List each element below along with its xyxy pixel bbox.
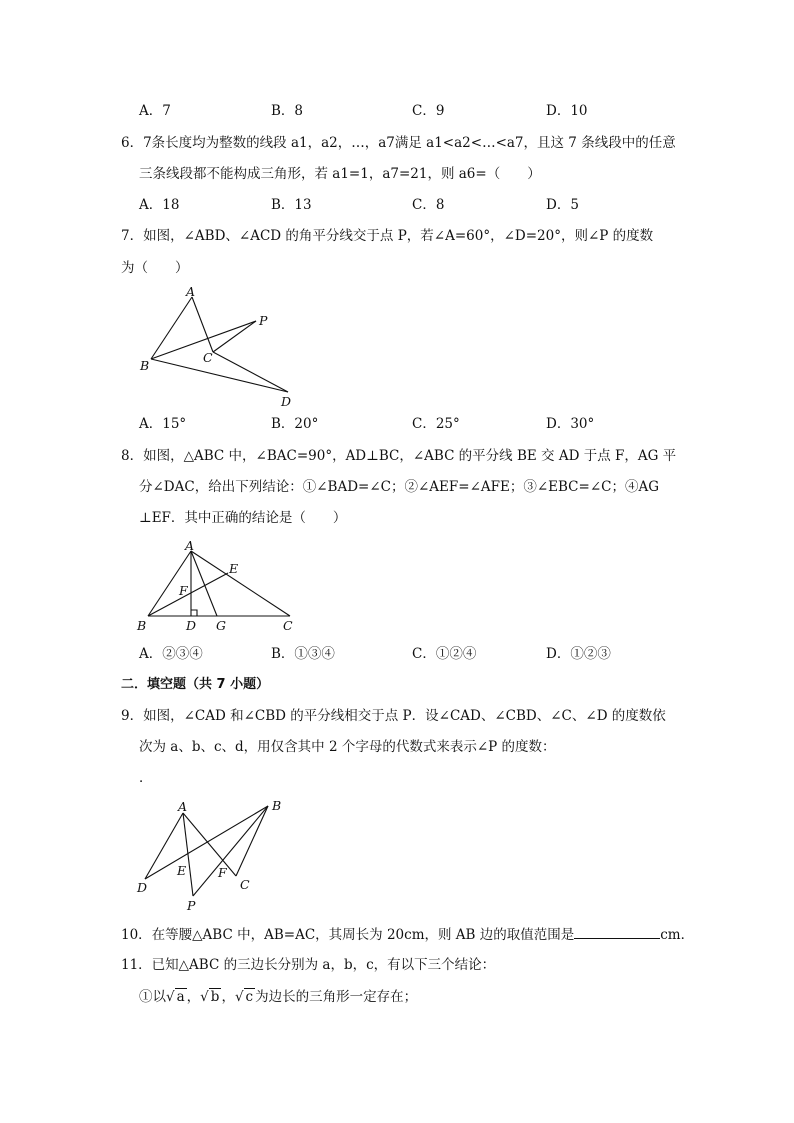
q5-option-a: A．7 bbox=[139, 103, 171, 119]
q7-label-d: D bbox=[281, 394, 292, 409]
q8-label-c: C bbox=[283, 618, 293, 633]
q9-seg-ac bbox=[183, 813, 236, 876]
q11-item1 bbox=[139, 987, 417, 1007]
q8-label-b: B bbox=[137, 618, 147, 633]
q7-option-a: A．15° bbox=[139, 416, 187, 432]
q9-label-c: C bbox=[240, 877, 250, 892]
q7-label-p: P bbox=[259, 313, 268, 328]
q9-label-f: F bbox=[218, 865, 227, 880]
q9-label-d: D bbox=[137, 880, 148, 895]
q7-seg-bd bbox=[151, 359, 288, 392]
q8-label-a: A bbox=[185, 538, 195, 553]
q9-line2: 次为 a、b、c、d，用仅含其中 2 个字母的代数式来表示∠P 的度数： bbox=[139, 739, 556, 755]
q8-seg-be bbox=[148, 573, 228, 616]
q9-label-a: A bbox=[178, 799, 188, 814]
sqrt-symbol-icon: √ bbox=[200, 989, 209, 1005]
q11-sep-2: ， bbox=[221, 989, 235, 1005]
q6-option-b: B．13 bbox=[271, 197, 312, 213]
q11-sep-1: ， bbox=[186, 989, 201, 1005]
q7-option-b: B．20° bbox=[271, 416, 319, 432]
q7-seg-cp bbox=[213, 321, 256, 352]
q8-seg-ac bbox=[191, 551, 290, 616]
q8-option-a: A．②③④ bbox=[139, 646, 203, 662]
q10-answer-blank[interactable] bbox=[574, 924, 660, 939]
q10-line bbox=[121, 924, 694, 945]
q5-option-c: C．9 bbox=[412, 103, 445, 119]
q10-unit: cm． bbox=[660, 927, 695, 943]
q8-seg-ag bbox=[191, 551, 217, 616]
q7-label-b: B bbox=[140, 358, 150, 373]
q5-option-b: B．8 bbox=[271, 103, 304, 119]
q9-seg-pb bbox=[193, 806, 268, 896]
q8-label-g: G bbox=[216, 618, 226, 633]
q11-sqrt-a: a bbox=[176, 989, 185, 1005]
q7-option-c: C．25° bbox=[412, 416, 460, 432]
q7-seg-ab bbox=[151, 297, 192, 359]
q9-label-e: E bbox=[177, 863, 187, 878]
q9-line1: 9．如图，∠CAD 和∠CBD 的平分线相交于点 P．设∠CAD、∠CBD、∠C、∠D 的度数依 bbox=[121, 708, 666, 724]
q9-seg-cb bbox=[236, 806, 268, 876]
q9-label-p: P bbox=[187, 898, 196, 913]
q6-line1: 6．7条长度均为整数的线段 a1，a2，…，a7满足 a1<a2<…<a7，且这 7 条线段中的任意 bbox=[121, 135, 676, 151]
q7-line2: 为（ ） bbox=[121, 260, 189, 276]
q8-line1: 8．如图，△ABC 中，∠BAC=90°，AD⊥BC，∠ABC 的平分线 BE 交 AD 于点 F，AG 平 bbox=[121, 448, 677, 464]
q8-seg-ab bbox=[148, 551, 191, 616]
q9-line3: ． bbox=[139, 770, 153, 786]
q6-option-d: D．5 bbox=[546, 197, 579, 213]
q7-label-c: C bbox=[203, 350, 213, 365]
q8-option-b: B．①③④ bbox=[271, 646, 335, 662]
section-title-fill-in: 二．填空题（共 7 小题） bbox=[121, 677, 270, 692]
q7-option-d: D．30° bbox=[546, 416, 595, 432]
q8-right-angle-mark bbox=[191, 610, 197, 616]
q6-option-a: A．18 bbox=[139, 197, 180, 213]
q11-sqrt-c: c bbox=[245, 989, 254, 1005]
q9-seg-db bbox=[145, 806, 268, 879]
q7-label-a: A bbox=[186, 284, 196, 299]
q5-option-d: D．10 bbox=[546, 103, 588, 119]
q9-seg-ad bbox=[145, 813, 183, 879]
q7-seg-ac bbox=[192, 297, 213, 352]
q8-option-d: D．①②③ bbox=[546, 646, 611, 662]
q7-seg-cd bbox=[213, 352, 288, 392]
q6-line2: 三条线段都不能构成三角形，若 a1=1，a7=21，则 a6=（ ） bbox=[139, 166, 541, 182]
sqrt-symbol-icon: √ bbox=[234, 989, 244, 1005]
q8-option-c: C．①②④ bbox=[412, 646, 477, 662]
q8-label-f: F bbox=[179, 583, 188, 598]
q7-seg-bp bbox=[151, 321, 256, 359]
q8-line3: ⊥EF．其中正确的结论是（ ） bbox=[139, 510, 347, 526]
q11-line1: 11．已知△ABC 的三边长分别为 a，b，c，有以下三个结论： bbox=[121, 957, 496, 973]
q11-sqrt-b: b bbox=[210, 989, 220, 1005]
q8-label-d: D bbox=[186, 618, 197, 633]
q6-option-c: C．8 bbox=[412, 197, 445, 213]
sqrt-symbol-icon: √ bbox=[166, 989, 175, 1005]
q8-line2: 分∠DAC，给出下列结论：①∠BAD=∠C；②∠AEF=∠AFE；③∠EBC=∠C；④AG bbox=[139, 479, 659, 495]
q8-label-e: E bbox=[229, 561, 239, 576]
q10-text: 10．在等腰△ABC 中，AB=AC，其周长为 20cm，则 AB 边的取值范围是 bbox=[121, 927, 575, 943]
q11-item1-prefix: ①以 bbox=[139, 989, 166, 1005]
q7-line1: 7．如图，∠ABD、∠ACD 的角平分线交于点 P，若∠A=60°，∠D=20°，则∠P 的度数 bbox=[121, 228, 654, 244]
q9-seg-ap bbox=[183, 813, 193, 896]
q9-label-b: B bbox=[272, 798, 282, 813]
q11-item1-suffix: 为边长的三角形一定存在； bbox=[255, 989, 418, 1005]
